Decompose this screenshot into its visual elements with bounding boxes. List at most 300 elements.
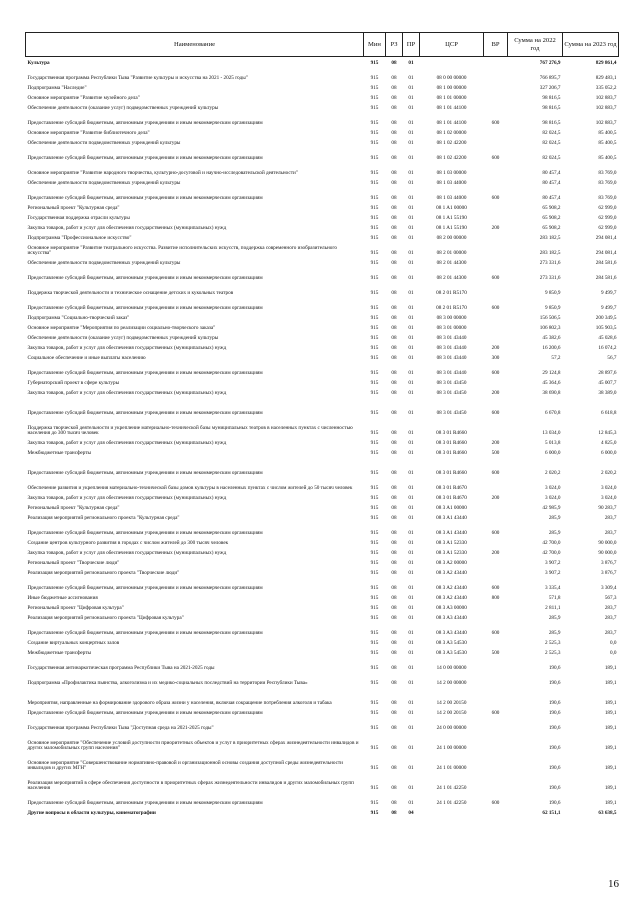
row-csr: 08 1 A1 00000: [436, 205, 467, 212]
row-min: 915: [370, 140, 379, 147]
budget-table: [25, 32, 619, 817]
row-rz: 08: [391, 95, 397, 102]
row-min: 915: [370, 370, 379, 377]
row-sum-2023: 283,7: [604, 515, 617, 522]
row-name: Государственная программа Республики Тыва "Развитие культуры и искусства на 2021 - 2025 годы": [27, 75, 248, 82]
row-sum-2022: 65 908,2: [542, 205, 561, 212]
row-min: 915: [370, 105, 379, 112]
row-sum-2022: 98 816,5: [542, 105, 561, 112]
row-sum-2023: 6 000,0: [600, 450, 617, 457]
row-csr: 08 3 A3 43440: [436, 630, 467, 637]
row-name: Подпрограмма "Социально-творческий заказ": [27, 315, 130, 322]
row-vr: 600: [491, 585, 500, 592]
table-row: [26, 112, 619, 127]
row-pr: 01: [408, 515, 414, 522]
header-vr: ВР: [484, 33, 508, 57]
row-csr: 08 2 01 R5170: [436, 305, 467, 312]
row-rz: 08: [391, 410, 397, 417]
row-pr: 01: [408, 430, 414, 437]
row-csr: 08 1 03 44000: [436, 180, 467, 187]
row-sum-2022: 2 811,1: [545, 605, 561, 612]
row-rz: 08: [391, 450, 397, 457]
table-row: [26, 67, 619, 82]
row-name: Предоставление субсидий бюджетным, автономным учреждениям и иным некоммерческим организациям: [27, 155, 263, 162]
row-vr: [484, 807, 508, 817]
row-vr: 200: [491, 390, 500, 397]
row-sum-2023: 4 825,0: [600, 440, 617, 447]
row-pr: 01: [408, 225, 414, 232]
row-name: Предоставление субсидий бюджетным, автономным учреждениям и иным некоммерческим организациям: [27, 120, 263, 127]
row-rz: 08: [391, 380, 397, 387]
row-min: 915: [370, 495, 379, 502]
row-csr: 08 3 A1 00000: [436, 505, 467, 512]
row-sum-2022: 80 457,4: [542, 195, 561, 202]
row-csr: 08 3 01 43440: [436, 335, 467, 342]
row-pr: 01: [408, 485, 414, 492]
row-csr: 08 2 01 44300: [436, 260, 467, 267]
table-row: [26, 202, 619, 212]
row-csr: 24 0 00 00000: [436, 725, 467, 732]
table-row: [26, 637, 619, 647]
row-sum-2023: 3 024,0: [600, 485, 617, 492]
table-row: [26, 752, 619, 772]
row-rz: 08: [391, 155, 397, 162]
row-sum-2022: 82 024,5: [542, 130, 561, 137]
table-row: [26, 267, 619, 282]
row-name: Предоставление субсидий бюджетным, автономным учреждениям и иным некоммерческим организациям: [27, 195, 263, 202]
row-name: Предоставление субсидий бюджетным, автономным учреждениям и иным некоммерческим организациям: [27, 275, 263, 282]
row-rz: 08: [391, 785, 397, 792]
row-sum-2022: 9 850,9: [544, 305, 561, 312]
row-rz: 08: [391, 540, 397, 547]
row-vr: [484, 752, 508, 772]
row-sum-2023: 294 081,4: [595, 250, 617, 257]
row-pr: 01: [408, 615, 414, 622]
row-sum-2022: 98 816,5: [542, 120, 561, 127]
row-csr: 08 3 01 43450: [436, 410, 467, 417]
row-sum-2022: 190,6: [548, 800, 561, 807]
row-csr: 08 2 01 00000: [436, 250, 467, 257]
table-row: [26, 687, 619, 707]
row-csr: [420, 807, 484, 817]
row-name: Предоставление субсидий бюджетным, автономным учреждениям и иным некоммерческим организациям: [27, 410, 263, 417]
row-name: Предоставление субсидий бюджетным, автономным учреждениям и иным некоммерческим организациям: [27, 530, 263, 537]
row-csr: 08 2 01 44300: [436, 275, 467, 282]
row-sum-2023: 189,1: [604, 710, 617, 717]
row-csr: 08 3 01 43440: [436, 355, 467, 362]
row-pr: 01: [408, 370, 414, 377]
row-pr: 01: [408, 325, 414, 332]
row-sum-2023: 62 999,0: [598, 225, 617, 232]
row-sum-2023: 335 052,2: [595, 85, 617, 92]
row-vr: 600: [491, 410, 500, 417]
row-sum-2022: 80 457,4: [542, 180, 561, 187]
row-sum-2023: 9 499,7: [600, 305, 617, 312]
row-sum-2022: 2 525,3: [544, 650, 561, 657]
row-sum-2023: 90 000,0: [598, 550, 617, 557]
row-min: 915: [370, 85, 379, 92]
row-sum-2022: 156 506,5: [539, 315, 561, 322]
row-csr: 08 3 01 43440: [436, 370, 467, 377]
row-min: 915: [370, 570, 379, 577]
row-min: 915: [370, 170, 379, 177]
table-row: [26, 102, 619, 112]
row-rz: 08: [391, 810, 397, 817]
row-csr: 14 0 00 00000: [436, 665, 467, 672]
row-name: Региональный проект "Культурная среда": [27, 505, 120, 512]
row-vr: [484, 282, 508, 297]
row-name: Основное мероприятие "Развитие театрального искусства. Развитие исполнительских искусств, поддержка современного изобразительного искусства": [27, 244, 337, 257]
row-min: 915: [370, 800, 379, 807]
row-csr: 08 3 A2 43440: [436, 570, 467, 577]
row-min: 915: [370, 585, 379, 592]
row-pr: 01: [408, 305, 414, 312]
row-sum-2022: 42 700,0: [542, 550, 561, 557]
row-sum-2023: 62 999,0: [598, 215, 617, 222]
row-pr: 01: [408, 650, 414, 657]
row-name: Подпрограмма "Наследие": [27, 85, 87, 92]
row-rz: 08: [391, 335, 397, 342]
row-sum-2022: 190,6: [548, 700, 561, 707]
row-vr: 600: [491, 275, 500, 282]
row-name: Обеспечение деятельности (оказание услуг) подведомственных учреждений культуры: [27, 335, 219, 342]
row-sum-2022: 327 206,7: [539, 85, 561, 92]
row-csr: 08 1 03 44000: [436, 195, 467, 202]
row-name: Закупка товаров, работ и услуг для обеспечения государственных (муниципальных) нужд: [27, 550, 227, 557]
row-vr: 600: [491, 800, 500, 807]
row-vr: 600: [491, 155, 500, 162]
row-vr: [484, 567, 508, 577]
header-name: Наименование: [26, 33, 364, 57]
row-min: 915: [370, 725, 379, 732]
row-rz: 08: [391, 765, 397, 772]
row-rz: 08: [391, 470, 397, 477]
row-sum-2022: 106 802,3: [539, 325, 561, 332]
row-name: Предоставление субсидий бюджетным, автономным учреждениям и иным некоммерческим организациям: [27, 800, 263, 807]
row-sum-2023: 829 861,4: [595, 60, 617, 67]
row-name: Культура: [27, 60, 50, 67]
row-sum-2023: 83 769,0: [598, 170, 617, 177]
row-min: 915: [370, 540, 379, 547]
row-csr: 08 3 A2 43440: [436, 585, 467, 592]
row-sum-2023: 189,1: [604, 745, 617, 752]
table-row: [26, 377, 619, 387]
table-row: [26, 522, 619, 537]
table-row: [26, 622, 619, 637]
table-row: [26, 212, 619, 222]
row-sum-2023: 62 999,0: [598, 205, 617, 212]
table-row: [26, 647, 619, 657]
table-row: [26, 57, 619, 68]
row-sum-2022: 3 024,0: [544, 495, 561, 502]
row-sum-2023: 85 400,5: [598, 155, 617, 162]
row-csr: 08 1 A1 55190: [436, 225, 467, 232]
row-sum-2022: 2 020,2: [544, 470, 561, 477]
row-name: Реализация мероприятий в сфере обеспечения доступности в приоритетных сферах жизнедеятельности инвалидов и других маломобильных групп населения: [27, 779, 354, 792]
row-rz: 08: [391, 130, 397, 137]
row-rz: 08: [391, 215, 397, 222]
row-name: Обеспечение деятельности подведомственных учреждений культуры: [27, 260, 181, 267]
row-vr: [484, 377, 508, 387]
row-vr: 200: [491, 495, 500, 502]
row-name: Региональный проект "Культурная среда": [27, 205, 120, 212]
row-sum-2023: 283,7: [604, 615, 617, 622]
row-min: 915: [370, 430, 379, 437]
row-vr: [484, 717, 508, 732]
row-csr: 08 1 A1 55190: [436, 215, 467, 222]
row-pr: 01: [408, 710, 414, 717]
row-sum-2023: 56,7: [607, 355, 617, 362]
row-min: 915: [370, 335, 379, 342]
row-pr: 01: [408, 585, 414, 592]
row-csr: 08 1 03 00000: [436, 170, 467, 177]
row-sum-2022: 3 335,4: [544, 585, 561, 592]
table-row: [26, 342, 619, 352]
row-pr: 01: [408, 700, 414, 707]
row-sum-2022: 2 525,3: [544, 640, 561, 647]
row-rz: 08: [391, 630, 397, 637]
row-min: 915: [370, 595, 379, 602]
row-name: Государственная программа Республики Тыва "Доступная среда на 2021-2025 годы": [27, 725, 214, 732]
row-csr: 14 2 00 00000: [436, 680, 467, 687]
header-sum-2023: Сумма на 2023 год: [563, 33, 619, 57]
row-csr: 08 3 01 R4660: [436, 470, 467, 477]
row-csr: 14 2 00 20150: [436, 710, 467, 717]
table-row: [26, 612, 619, 622]
row-rz: 08: [391, 570, 397, 577]
row-min: 915: [370, 95, 379, 102]
row-csr: 08 3 01 R4660: [436, 430, 467, 437]
row-pr: 01: [408, 335, 414, 342]
row-rz: 08: [391, 640, 397, 647]
row-min: 915: [370, 440, 379, 447]
row-pr: 01: [408, 550, 414, 557]
row-rz: 08: [391, 120, 397, 127]
row-pr: 01: [408, 275, 414, 282]
row-name: Поддержка творческой деятельности и техническое оснащение детских и кукольных театров: [27, 290, 234, 297]
row-sum-2023: 90 283,7: [598, 505, 617, 512]
row-pr: 01: [408, 410, 414, 417]
row-csr: 08 1 02 00000: [436, 130, 467, 137]
row-rz: 08: [391, 250, 397, 257]
table-row: [26, 792, 619, 807]
row-pr: 01: [408, 665, 414, 672]
row-rz: 08: [391, 725, 397, 732]
row-csr: [420, 57, 484, 68]
row-sum-2022: 285,9: [548, 530, 561, 537]
row-min: 915: [370, 60, 379, 67]
row-min: 915: [370, 120, 379, 127]
row-vr: [484, 212, 508, 222]
table-row: [26, 772, 619, 792]
row-rz: 08: [391, 390, 397, 397]
row-min: 915: [370, 380, 379, 387]
table-row: [26, 807, 619, 817]
row-sum-2022: 9 850,9: [544, 290, 561, 297]
row-sum-2023: 283,7: [604, 530, 617, 537]
row-rz: 08: [391, 550, 397, 557]
row-name: Создание центров культурного развития в городах с числом жителей до 300 тысяч человек: [27, 540, 229, 547]
table-row: [26, 222, 619, 232]
header-pr: ПР: [403, 33, 420, 57]
row-rz: 08: [391, 345, 397, 352]
row-sum-2022: 190,6: [548, 785, 561, 792]
row-vr: [484, 67, 508, 82]
row-csr: 08 3 A3 54530: [436, 640, 467, 647]
row-name: Иные бюджетные ассигнования: [27, 595, 98, 602]
row-sum-2023: 102 883,7: [595, 95, 617, 102]
row-vr: [484, 732, 508, 752]
row-sum-2023: 102 883,7: [595, 105, 617, 112]
row-name: Обеспечение деятельности подведомственных учреждений культуры: [27, 140, 181, 147]
row-csr: 08 1 02 42200: [436, 140, 467, 147]
row-min: 915: [370, 605, 379, 612]
row-pr: 04: [408, 810, 414, 817]
table-body: [26, 57, 619, 818]
row-rz: 08: [391, 430, 397, 437]
row-vr: [484, 162, 508, 177]
row-name: Основное мероприятие "Развитие музейного дела": [27, 95, 140, 102]
row-sum-2022: 16 200,6: [542, 345, 561, 352]
row-min: 915: [370, 180, 379, 187]
row-sum-2022: 42 700,0: [542, 540, 561, 547]
row-pr: 01: [408, 595, 414, 602]
row-sum-2022: 190,6: [548, 725, 561, 732]
row-name: Межбюджетные трансферты: [27, 450, 92, 457]
row-rz: 08: [391, 235, 397, 242]
row-pr: 01: [408, 315, 414, 322]
table-row: [26, 322, 619, 332]
row-sum-2022: 285,9: [548, 630, 561, 637]
table-row: [26, 457, 619, 477]
table-row: [26, 127, 619, 137]
row-rz: 08: [391, 440, 397, 447]
row-vr: [484, 137, 508, 147]
row-sum-2022: 273 331,6: [539, 260, 561, 267]
row-min: 915: [370, 345, 379, 352]
row-name: Региональный проект "Цифровая культура": [27, 605, 124, 612]
row-rz: 08: [391, 75, 397, 82]
row-pr: 01: [408, 725, 414, 732]
row-min: 915: [370, 275, 379, 282]
row-pr: 01: [408, 800, 414, 807]
row-vr: [484, 92, 508, 102]
row-sum-2023: 3 024,0: [600, 495, 617, 502]
row-name: Реализация мероприятий регионального проекта "Культурная среда": [27, 515, 180, 522]
row-name: Создание виртуальных концертных залов: [27, 640, 120, 647]
header-sum-2022: Сумма на 2022 год: [508, 33, 563, 57]
row-vr: 600: [491, 710, 500, 717]
row-name: Подпрограмма «Профилактика пьянства, алкоголизма и их медико-социальных последствий на территории Республики Тыва»: [27, 680, 308, 687]
row-name: Предоставление субсидий бюджетным, автономным учреждениям и иным некоммерческим организациям: [27, 710, 263, 717]
row-pr: 01: [408, 530, 414, 537]
row-sum-2023: 105 903,5: [595, 325, 617, 332]
row-rz: 08: [391, 605, 397, 612]
row-vr: [484, 242, 508, 257]
row-vr: [484, 232, 508, 242]
row-sum-2023: 189,1: [604, 665, 617, 672]
row-name: Закупка товаров, работ и услуг для обеспечения государственных (муниципальных) нужд: [27, 495, 227, 502]
row-csr: 24 1 01 42250: [436, 800, 467, 807]
row-sum-2022: 62 151,1: [542, 810, 561, 817]
row-csr: 08 3 A1 43440: [436, 530, 467, 537]
row-vr: 500: [491, 450, 500, 457]
row-sum-2023: 284 581,6: [595, 275, 617, 282]
row-min: 915: [370, 195, 379, 202]
row-min: 915: [370, 155, 379, 162]
row-min: 915: [370, 650, 379, 657]
row-csr: 08 3 01 R4670: [436, 485, 467, 492]
row-rz: 08: [391, 260, 397, 267]
row-rz: 08: [391, 700, 397, 707]
row-sum-2023: 12 845,3: [598, 430, 617, 437]
row-csr: 08 2 01 R5170: [436, 290, 467, 297]
row-name: Межбюджетные трансферты: [27, 650, 92, 657]
row-sum-2023: 189,1: [604, 800, 617, 807]
table-row: [26, 437, 619, 447]
table-row: [26, 187, 619, 202]
row-sum-2022: 190,6: [548, 745, 561, 752]
row-pr: 01: [408, 355, 414, 362]
row-min: 915: [370, 485, 379, 492]
row-name: Социальное обеспечение и иные выплаты населению: [27, 355, 146, 362]
row-name: Обеспечение деятельности (оказание услуг) подведомственных учреждений культуры: [27, 105, 219, 112]
row-min: 915: [370, 505, 379, 512]
row-csr: 08 3 A1 43440: [436, 515, 467, 522]
row-csr: 14 2 00 20150: [436, 700, 467, 707]
row-pr: 01: [408, 495, 414, 502]
row-vr: [484, 177, 508, 187]
row-name: Региональный проект "Творческие люди": [27, 560, 120, 567]
row-csr: 08 1 01 44100: [436, 120, 467, 127]
row-min: 915: [370, 225, 379, 232]
row-pr: 01: [408, 130, 414, 137]
row-min: 915: [370, 290, 379, 297]
row-pr: 01: [408, 155, 414, 162]
row-sum-2022: 767 276,9: [539, 60, 561, 67]
row-min: 915: [370, 215, 379, 222]
row-rz: 08: [391, 530, 397, 537]
table-row: [26, 147, 619, 162]
row-sum-2022: 3 907,2: [544, 570, 561, 577]
row-pr: 01: [408, 380, 414, 387]
row-min: 915: [370, 315, 379, 322]
row-vr: [484, 602, 508, 612]
row-sum-2022: 80 457,4: [542, 170, 561, 177]
row-pr: 01: [408, 570, 414, 577]
row-sum-2023: 6 618,8: [600, 410, 617, 417]
row-min: 915: [370, 530, 379, 537]
row-vr: 600: [491, 370, 500, 377]
table-row: [26, 282, 619, 297]
table-row: [26, 557, 619, 567]
row-pr: 01: [408, 250, 414, 257]
row-min: 915: [370, 680, 379, 687]
row-sum-2022: 190,6: [548, 765, 561, 772]
row-csr: 24 1 01 42250: [436, 785, 467, 792]
row-csr: 08 3 01 R4670: [436, 495, 467, 502]
table-row: [26, 717, 619, 732]
row-pr: 01: [408, 630, 414, 637]
row-rz: 08: [391, 355, 397, 362]
row-pr: 01: [408, 390, 414, 397]
row-min: 915: [370, 450, 379, 457]
table-row: [26, 362, 619, 377]
row-rz: 08: [391, 205, 397, 212]
row-csr: 08 3 01 43450: [436, 380, 467, 387]
row-min: 915: [370, 75, 379, 82]
row-vr: 300: [491, 355, 500, 362]
